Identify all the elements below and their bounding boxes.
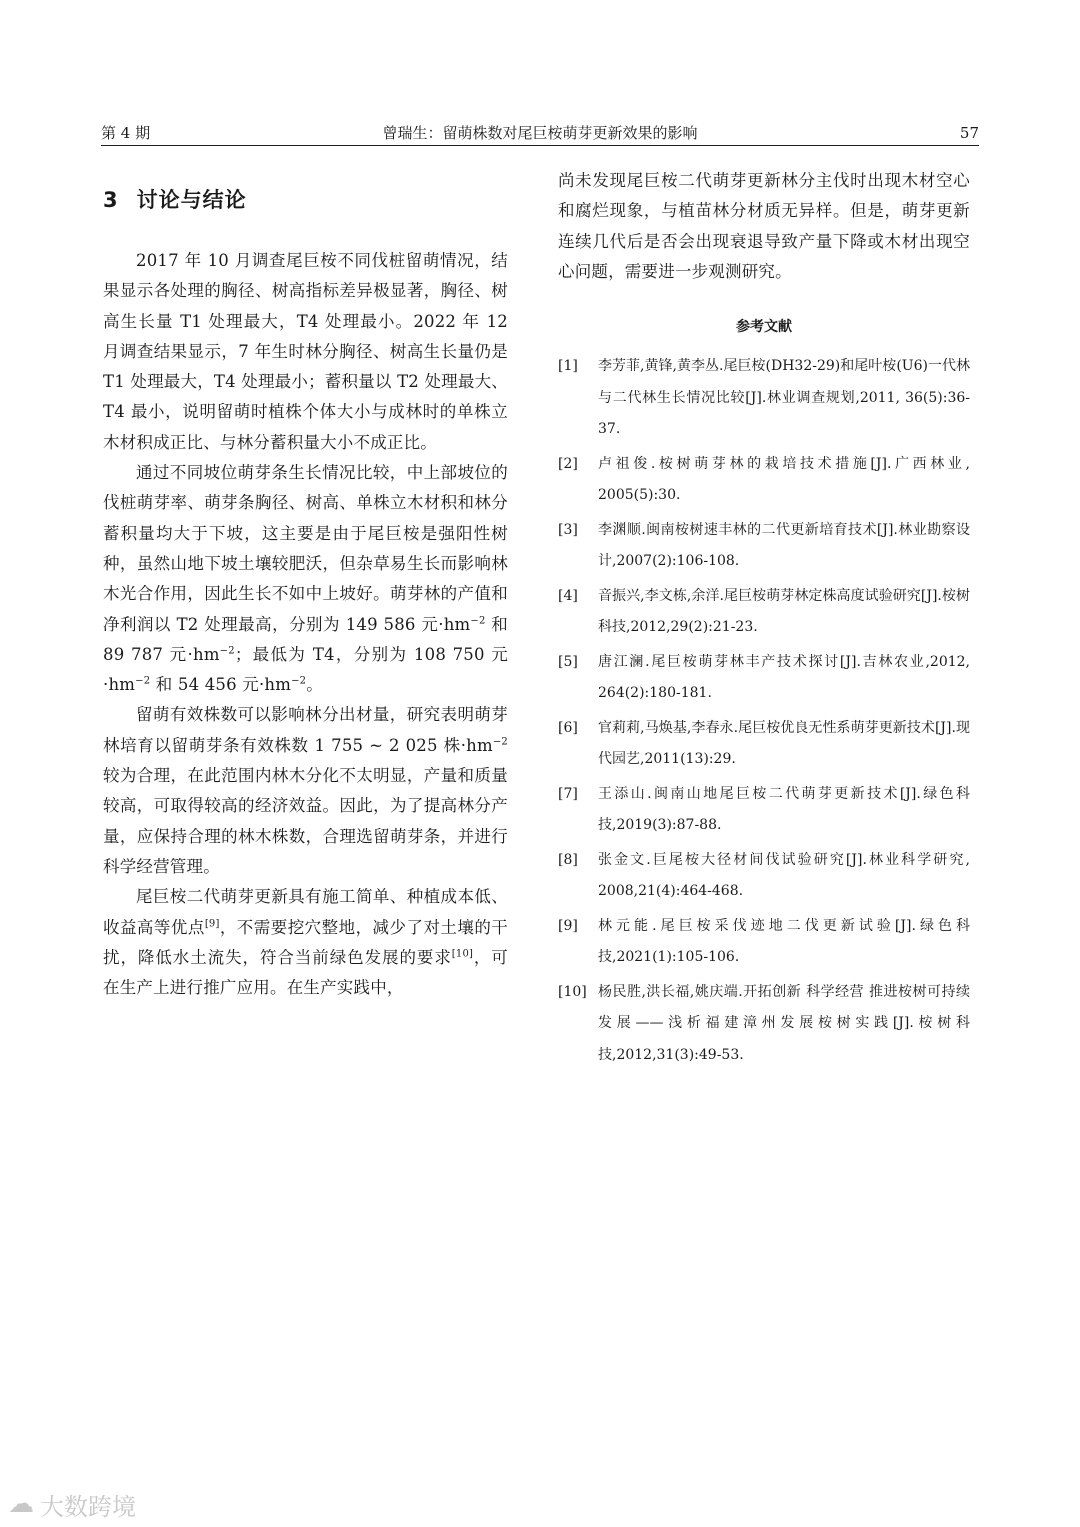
reference-list bbox=[558, 351, 970, 1071]
reference-number: [10] bbox=[558, 983, 587, 1000]
reference-text: 卢祖俊.桉树萌芽林的栽培技术措施[J].广西林业, 2005(5):30. bbox=[598, 455, 970, 504]
reference-text: 李渊顺.闽南桉树速丰林的二代更新培育技术[J].林业勘察设计,2007(2):106-108. bbox=[598, 521, 970, 570]
watermark-text: 大数跨境 bbox=[40, 1492, 136, 1521]
continued-paragraph: 尚未发现尾巨桉二代萌芽更新林分主伐时出现木材空心和腐烂现象，与植苗林分材质无异样。但是，萌芽更新连续几代后是否会出现衰退导致产量下降或木材出现空心问题，需要进一步观测研究。 bbox=[558, 171, 970, 281]
reference-number: [5] bbox=[558, 653, 578, 670]
reference-text: 官莉莉,马焕基,李春永.尾巨桉优良无性系萌芽更新技术[J].现代园艺,2011(13):29. bbox=[598, 719, 970, 768]
reference-item bbox=[558, 911, 970, 974]
reference-item bbox=[558, 713, 970, 776]
section-heading bbox=[103, 180, 508, 220]
reference-number: [6] bbox=[558, 719, 578, 736]
cloud-icon: ☁ bbox=[8, 1489, 34, 1519]
reference-number: [2] bbox=[558, 455, 578, 472]
reference-text: 音振兴,李文栋,余洋.尾巨桉萌芽林定株高度试验研究[J].桉树科技,2012,29(2):21-23. bbox=[598, 587, 970, 636]
reference-text: 林元能.尾巨桉采伐迹地二伐更新试验[J].绿色科技,2021(1):105-106. bbox=[598, 917, 970, 966]
section-title: 讨论与结论 bbox=[136, 188, 247, 212]
reference-text: 李芳菲,黄锋,黄李丛.尾巨桉(DH32-29)和尾叶桉(U6)一代林与二代林生长情况比较[J].林业调查规划,2011, 36(5):36-37. bbox=[598, 358, 970, 438]
paragraph-3: 留萌有效株数可以影响林分出材量，研究表明萌芽林培育以留萌芽条有效株数 1 755 ~ 2 025 株$\cdot hm^{-2}$ 较为合理，在此范围内林木分化不太明显，产量和质量较高，可取得较高的经济效益。因此，为了提高林分产量，应保持合理的林木株数，合理选留萌芽条，并进行科学经营管理。 bbox=[103, 705, 508, 876]
reference-number: [8] bbox=[558, 851, 578, 868]
paragraph-1: 2017 年 10 月调查尾巨桉不同伐桩留萌情况，结果显示各处理的胸径、树高指标差异极显著，胸径、树高生长量 T1 处理最大，T4 处理最小。2022 年 12 月调查结果显示，7 年生时林分胸径、树高生长量仍是 T1 处理最大，T4 处理最小；蓄积量以 T2 处理最大、T4 最小，说明留萌时植株个体大小与成林时的单株立木材积成正比、与林分蓄积量大小不成正比。 bbox=[103, 251, 508, 452]
reference-text: 唐江澜.尾巨桉萌芽林丰产技术探讨[J].吉林农业,2012, 264(2):180-181. bbox=[598, 653, 970, 702]
reference-item bbox=[558, 647, 970, 710]
reference-number: [1] bbox=[558, 358, 578, 375]
reference-item bbox=[558, 977, 970, 1072]
left-column bbox=[103, 180, 508, 1003]
running-title: 曾瑞生：留萌株数对尾巨桉萌芽更新效果的影响 bbox=[382, 124, 698, 142]
reference-text: 张金文.巨尾桉大径材间伐试验研究[J].林业科学研究, 2008,21(4):464-468. bbox=[598, 851, 970, 900]
reference-number: [9] bbox=[558, 917, 578, 934]
reference-item bbox=[558, 515, 970, 578]
reference-item bbox=[558, 581, 970, 644]
references-heading: 参考文献 bbox=[736, 319, 792, 336]
reference-item bbox=[558, 449, 970, 512]
reference-item bbox=[558, 779, 970, 842]
reference-item bbox=[558, 351, 970, 446]
journal-issue: 第 4 期 bbox=[101, 124, 151, 142]
reference-number: [3] bbox=[558, 521, 578, 538]
reference-number: [4] bbox=[558, 587, 578, 604]
body-text bbox=[103, 246, 508, 1003]
paragraph-2: 通过不同坡位萌芽条生长情况比较，中上部坡位的伐桩萌芽率、萌芽条胸径、树高、单株立木材积和林分蓄积量均大于下坡，这主要是由于尾巨桉是强阳性树种，虽然山地下坡土壤较肥沃，但杂草易生长而影响林木光合作用，因此生长不如中上坡好。萌芽林的产值和净利润以 T2 处理最高，分别为 149 586 元$\cdot hm^{-2}$ 和 89 787 元$\cdot hm^{-2}$；最低为 T4，分别为 108 750 元$\cdot hm^{-2}$ 和 54 456 元$\cdot hm^{-2}$。 bbox=[103, 463, 509, 695]
running-header bbox=[101, 122, 979, 144]
section-number: 3 bbox=[103, 188, 119, 212]
header-divider bbox=[101, 145, 979, 146]
right-column bbox=[558, 166, 970, 1074]
reference-item bbox=[558, 845, 970, 908]
page-number: 57 bbox=[959, 124, 979, 142]
reference-number: [7] bbox=[558, 785, 578, 802]
reference-text: 王添山.闽南山地尾巨桉二代萌芽更新技术[J].绿色科技,2019(3):87-88. bbox=[598, 785, 970, 834]
reference-text: 杨民胜,洪长福,姚庆端.开拓创新 科学经营 推进桉树可持续发展——浅析福建漳州发展桉树实践[J].桉树科技,2012,31(3):49-53. bbox=[598, 983, 970, 1063]
paragraph-4: 尾巨桉二代萌芽更新具有施工简单、种植成本低、收益高等优点[9]，不需要挖穴整地，减少了对土壤的干扰，降低水土流失，符合当前绿色发展的要求[10]，可在生产上进行推广应用。在生产实践中， bbox=[103, 887, 509, 998]
watermark bbox=[8, 1484, 136, 1524]
